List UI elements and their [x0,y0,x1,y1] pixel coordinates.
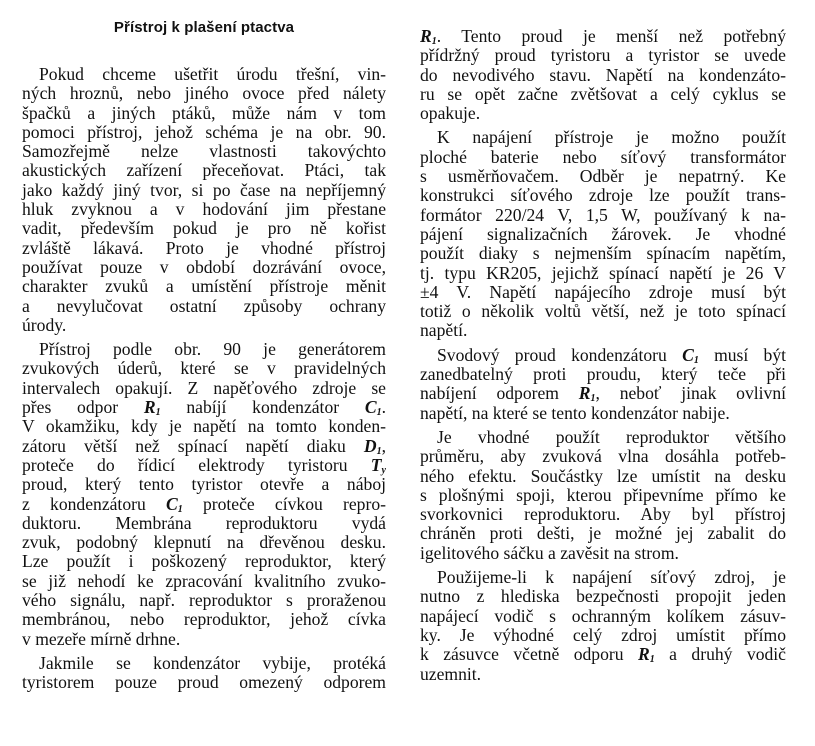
text-line: ného efektu. Součástky lze umístit na desku [420,465,786,486]
text-line: ky. Je výhodné celý zdroj umístit přímo [420,624,786,645]
component-symbol: $T_y$ [370,454,386,476]
text-line: zvláště lákavá. Proto je vhodné přístroj [22,237,386,258]
article-title: Přístroj k plašení ptactva [113,19,295,36]
text-line: napětí. [420,320,468,341]
text-line: tyristorem pouze proud omezený odporem [22,672,386,693]
component-symbol: $D_1$ [363,435,382,457]
paragraph [420,568,786,684]
text-line: opakuje. [420,103,481,124]
text-line: V okamžiku, kdy je napětí na tomto konden- [22,416,386,437]
paragraph [420,346,786,423]
text-line: Přístroj podle obr. 90 je generátorem [39,339,386,360]
text-line: a nevylučovat ostatní způsoby ochrany [22,295,386,316]
text-line: charakter zvuků a umístění přístroje měnit [22,276,386,297]
left-column [22,14,386,693]
text-line: Je vhodné použít reproduktor většího [437,426,786,447]
text-line: napětí, na které se tento kondenzátor nabije. [420,402,730,423]
text-line: Lze použít i poškozený reproduktor, který [22,551,386,572]
component-symbol: $R_1$ [143,397,161,419]
text-line: z kondenzátoru $C_1$ proteče cívkou repro- [22,493,386,515]
component-symbol: $C_1$ [682,344,699,366]
left-column-body [22,65,386,693]
text-line: igelitového sáčku a zavěsit na strom. [420,542,679,563]
component-symbol: $R_1$ [420,26,437,47]
text-line: Svodový proud kondenzátoru $C_1$ musí být [437,344,786,366]
component-symbol: $C_1$ [165,493,183,515]
text-line: k zásuvce včetně odporu $R_1$ a druhý vodič [420,644,786,666]
text-line: ru se opět začne zvětšovat a celý cyklus se [420,83,786,104]
text-line: použít diaky s nejmenším spínacím napětím, [420,243,786,264]
component-symbol: $R_1$ [578,383,596,405]
text-line: hluk zvyknou a v hodování jim přestane [22,199,386,220]
text-line: zvuk, podobný klepnutí na dřevěnou desku. [22,532,386,553]
text-line: konstrukci síťového zdroje lze použít trans- [420,185,786,206]
text-line: formátor 220/24 V, 1,5 W, používaný k na- [420,204,786,225]
text-line: v mezeře mírně drhne. [22,628,181,649]
text-line: membránou, nebo reproduktor, jehož cívka [22,609,386,630]
text-line: přídržný proud tyristoru a tyristor se uvede [420,45,786,66]
text-line: zvukových úderů, které se v pravidelných [22,358,386,379]
text-line: průměru, aby zvuková vlna dosáhla potřeb- [420,446,786,467]
text-line: totiž o několik voltů větší, než je toto spínací [420,301,786,322]
text-line: Samozřejmě nelze vlastnosti takovýchto [22,141,386,162]
text-line: jako každý jiný tvor, si po čase na nepříjemný [22,179,386,200]
text-line: se již nehodí ke zpracování kvalitního zvuko- [22,570,386,591]
text-line: pájení signalizačních žárovek. Je vhodné [420,223,786,244]
paragraph [22,65,386,335]
text-line: pomoci přístroj, jehož schéma je na obr. 90. [22,121,386,142]
text-line: akustických zařízení přeceňovat. Ptáci, tak [22,160,386,181]
text-line: úrody. [22,314,67,335]
text-line: intervalech opakují. Z napěťového zdroje se [22,377,386,398]
text-line: špačků a jiných ptáků, může nám v tom [22,102,386,123]
text-line: chráněn proti dešti, je možné jej zabalit do [420,523,786,544]
text-line: Jakmile se kondenzátor vybije, protéká [39,652,386,673]
text-line: ploché baterie nebo síťový transformátor [420,146,786,167]
text-line: Použijeme-li k napájení síťový zdroj, je [437,567,786,588]
right-column-body [420,27,786,684]
text-line: ných hroznů, nebo jiného ovoce před nálety [22,83,386,104]
text-line: vého signálu, např. reproduktor s proraženou [22,590,386,611]
text-line: Pokud chceme ušetřit úrodu třešní, vin- [39,64,386,84]
text-line: zanedbatelný proti proudu, který teče při [420,364,786,385]
right-column [420,27,786,684]
text-line: s usměrňovačem. Odběr je nepatrný. Ke [420,166,786,187]
text-line: K napájení přístroje je možno použít [437,127,786,148]
text-line: napájecí vodič s ochranným kolíkem zásuv- [420,605,786,626]
text-line: vadit, především pokud je pro ně kořist [22,218,386,239]
text-line: do nevodivého stavu. Napětí na kondenzáto- [420,64,786,85]
text-line: proud, který tento tyristor otevře a náboj [22,474,386,495]
paragraph [420,27,786,123]
text-line: nabíjení odporem $R_1$, neboť jinak ovlivní [420,383,787,405]
paragraph [22,340,386,649]
text-line: přes odpor $R_1$ nabíjí kondenzátor $C_1$. [22,397,386,419]
text-line: tj. typu KR205, jejichž spínací napětí je 26 V [420,262,786,283]
text-line: duktoru. Membrána reproduktoru vydá [22,512,386,533]
text-line: proteče do řídicí elektrody tyristoru $T_y$ [22,454,386,476]
text-line: s plošnými spoji, kterou připevníme přímo ke [420,484,786,505]
text-line: nutno z hlediska bezpečnosti propojit jeden [420,586,786,607]
component-symbol: $C_1$ [364,397,382,419]
text-line: $R_1$. Tento proud je menší než potřebný [420,26,786,47]
paragraph [420,428,786,563]
paragraph [420,128,786,340]
text-line: svorkovnici reproduktoru. Aby byl přístroj [420,504,786,525]
component-symbol: $R_1$ [637,644,655,666]
text-line: zátoru větší než spínací napětí diaku $D_1$, [22,435,386,457]
paragraph [22,654,386,693]
text-line: uzemnit. [420,663,482,684]
text-line: ±4 V. Napětí napájecího zdroje musí být [420,281,786,302]
text-line: používat pouze v období dozrávání ovoce, [22,256,386,277]
